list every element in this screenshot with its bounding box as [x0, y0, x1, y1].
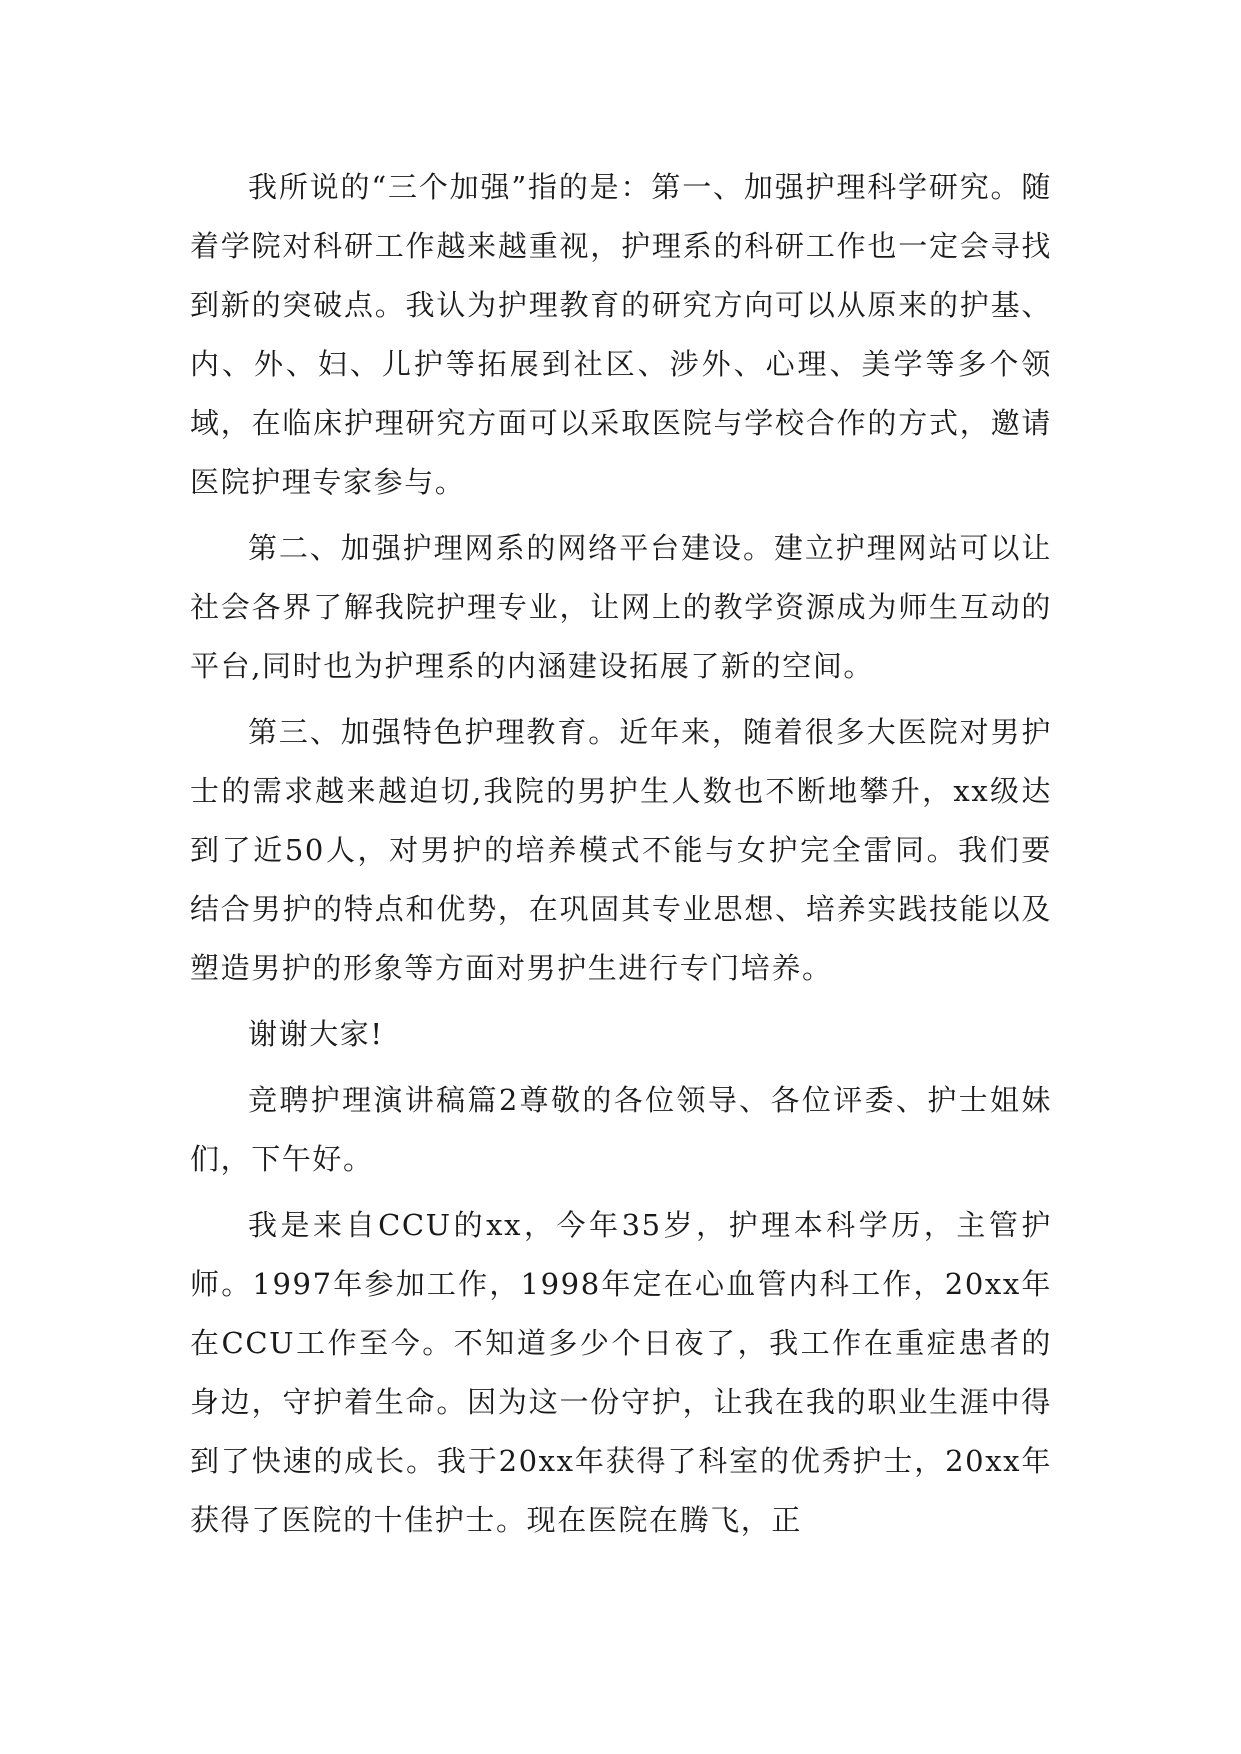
document-body	[190, 158, 1052, 1550]
paragraph-three-strengthenings: 我所说的“三个加强”指的是：第一、加强护理科学研究。随着学院对科研工作越来越重视，护理系的科研工作也一定会寻找到新的突破点。我认为护理教育的研究方向可以从原来的护基、内、外、妇、儿护等拓展到社区、涉外、心理、美学等多个领域，在临床护理研究方面可以采取医院与学校合作的方式，邀请医院护理专家参与。	[190, 170, 1052, 499]
paragraph-specialty-education: 第三、加强特色护理教育。近年来，随着很多大医院对男护士的需求越来越迫切,我院的男护生人数也不断地攀升，xx级达到了近50人，对男护的培养模式不能与女护完全雷同。我们要结合男护的特点和优势，在巩固其专业思想、培养实践技能以及塑造男护的形象等方面对男护生进行专门培养。	[190, 715, 1052, 985]
paragraph-thanks: 谢谢大家!	[248, 1017, 384, 1051]
paragraph-self-introduction: 我是来自CCU的xx，今年35岁，护理本科学历，主管护师。1997年参加工作，1998年定在心血管内科工作，20xx年在CCU工作至今。不知道多少个日夜了，我工作在重症患者的身边，守护着生命。因为这一份守护，让我在我的职业生涯中得到了快速的成长。我于20xx年获得了科室的优秀护士，20xx年获得了医院的十佳护士。现在医院在腾飞，正	[190, 1208, 1052, 1537]
paragraph-network-platform: 第二、加强护理网系的网络平台建设。建立护理网站可以让社会各界了解我院护理专业，让网上的教学资源成为师生互动的平台,同时也为护理系的内涵建设拓展了新的空间。	[190, 531, 1052, 683]
paragraph-speech-two-greeting: 竞聘护理演讲稿篇2尊敬的各位领导、各位评委、护士姐妹们，下午好。	[190, 1083, 1052, 1176]
